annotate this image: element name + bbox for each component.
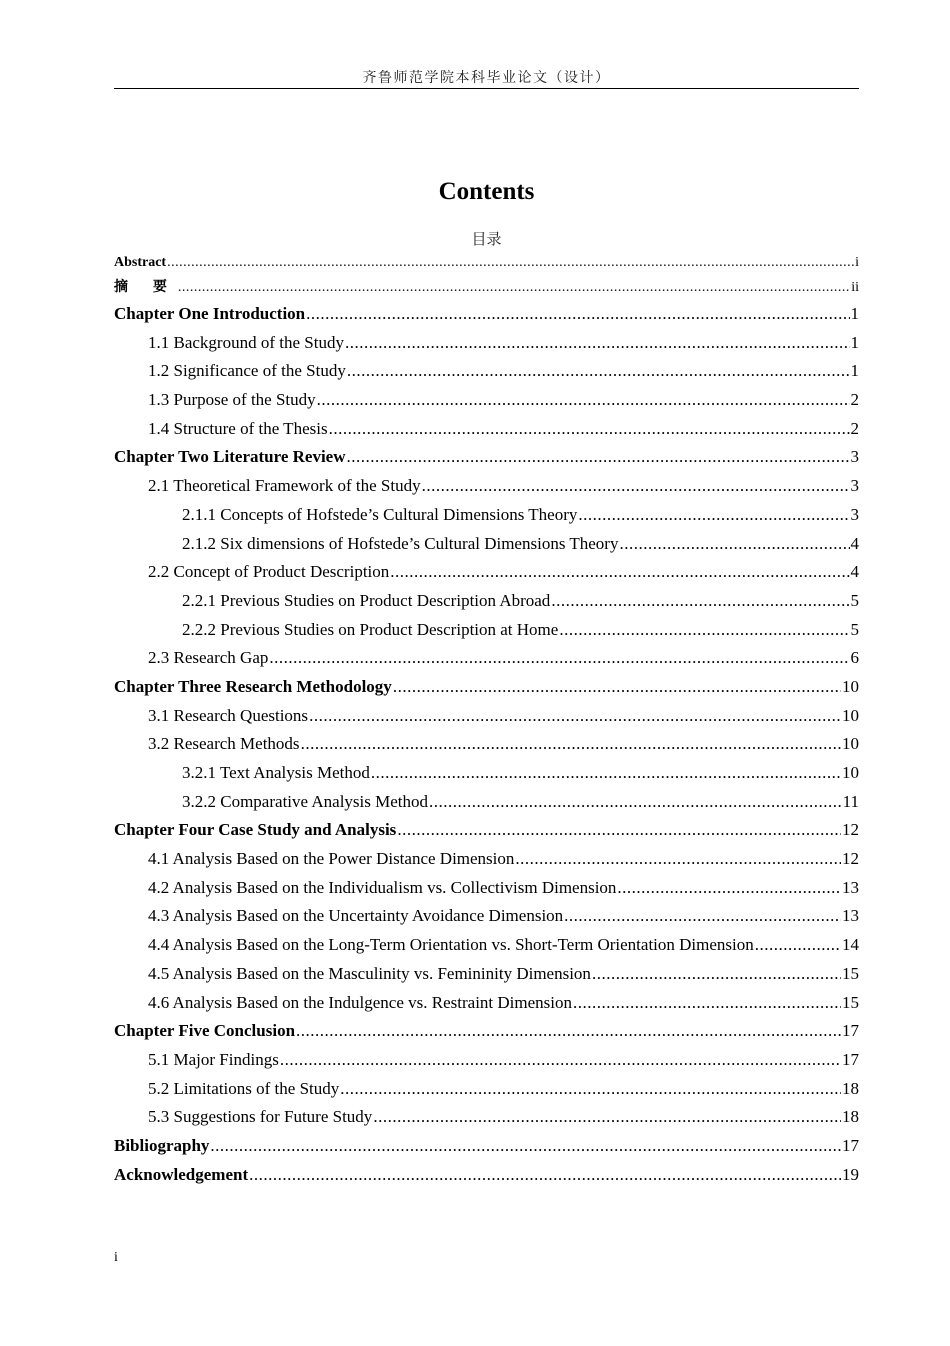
toc-leader-dots [178, 275, 850, 300]
toc-entry-title: Chapter One Introduction [114, 304, 306, 323]
toc-entry[interactable] [114, 960, 859, 989]
toc-entry[interactable] [114, 1103, 859, 1132]
toc-leader-dots [210, 1132, 841, 1161]
toc-entry-title: 3.2.1 Text Analysis Method [182, 763, 370, 782]
page-subtitle: 目录 [471, 230, 502, 248]
toc-leader-dots [429, 788, 842, 817]
toc-entry[interactable] [114, 1017, 859, 1046]
toc-leader-dots [301, 730, 841, 759]
toc-entry-title: 4.6 Analysis Based on the Indulgence vs. Restraint Dimension [148, 992, 572, 1012]
toc-entry[interactable] [114, 501, 859, 530]
toc-entry-page: 13 [842, 906, 859, 926]
toc-entry-page: 18 [842, 1107, 859, 1127]
toc-leader-dots [564, 902, 841, 931]
toc-leader-dots [551, 587, 849, 616]
toc-entry[interactable] [114, 644, 859, 673]
toc-entry[interactable] [114, 730, 859, 759]
header-rule [114, 88, 859, 89]
toc-leader-dots [317, 386, 850, 415]
toc-entry-page: 1 [850, 332, 859, 352]
toc-leader-dots [306, 300, 849, 329]
toc-entry[interactable] [114, 616, 859, 645]
toc-entry-page: 5 [850, 590, 859, 610]
toc-entry-title: 4.1 Analysis Based on the Power Distance Dimension [148, 849, 515, 869]
toc-leader-dots [592, 960, 841, 989]
toc-leader-dots [309, 702, 841, 731]
toc-leader-dots [340, 1075, 841, 1104]
toc-entry-title: 4.2 Analysis Based on the Individualism vs. Collectivism Dimension [148, 877, 617, 897]
toc-entry-page: 1 [850, 361, 859, 381]
toc-entry-title: Chapter Two Literature Review [114, 447, 346, 467]
toc-entry-page: 17 [842, 1021, 859, 1041]
toc-entry-title: 2.1.1 Concepts of Hofstede’s Cultural Dimensions Theory [182, 504, 578, 524]
toc-entry[interactable] [114, 1161, 859, 1190]
toc-entry[interactable] [114, 1046, 859, 1075]
toc-entry-title: 1.1 Background of the Study [148, 332, 344, 352]
toc-entry-title: 5.1 Major Findings [148, 1049, 279, 1069]
toc-entry-page: 19 [842, 1164, 859, 1184]
toc-leader-dots [578, 501, 849, 530]
toc-entry[interactable] [114, 558, 859, 587]
toc-entry-title: 3.1 Research Questions [148, 705, 309, 725]
toc-entry-page: 3 [850, 476, 859, 496]
toc-entry[interactable] [114, 472, 859, 501]
toc-entry[interactable] [114, 874, 859, 903]
toc-leader-dots [559, 616, 849, 645]
toc-entry-page: 18 [842, 1078, 859, 1098]
toc-leader-dots [390, 558, 849, 587]
toc-entry[interactable] [114, 250, 859, 275]
toc-leader-dots [573, 989, 841, 1018]
toc-entry-page: 3 [850, 447, 859, 467]
toc-entry[interactable] [114, 357, 859, 386]
toc-entry[interactable] [114, 759, 859, 788]
toc-entry-page: 15 [842, 963, 859, 983]
toc-entry-title: 3.2.2 Comparative Analysis Method [182, 791, 429, 811]
toc-entry-title: 3.2 Research Methods [148, 734, 300, 754]
toc-leader-dots [619, 530, 849, 559]
toc-leader-dots [397, 816, 841, 845]
toc-leader-dots [347, 443, 850, 472]
toc-entry-title: 1.2 Significance of the Study [148, 361, 346, 381]
toc-entry[interactable] [114, 1075, 859, 1104]
toc-entry-title: Chapter Four Case Study and Analysis [114, 820, 397, 840]
toc-entry-page: 17 [842, 1049, 859, 1069]
toc-entry-title: 摘 要 [114, 279, 177, 295]
toc-entry[interactable] [114, 989, 859, 1018]
toc-leader-dots [345, 329, 850, 358]
toc-entry-title: 2.2.2 Previous Studies on Product Description at Home [182, 619, 559, 639]
toc-leader-dots [371, 759, 841, 788]
toc-leader-dots [296, 1017, 841, 1046]
toc-leader-dots [373, 1103, 841, 1132]
toc-entry[interactable] [114, 275, 859, 300]
toc-entry-title: 4.4 Analysis Based on the Long-Term Orientation vs. Short-Term Orientation Dimension [148, 935, 754, 955]
toc-leader-dots [329, 415, 850, 444]
toc-entry[interactable] [114, 816, 859, 845]
toc-entry[interactable] [114, 902, 859, 931]
toc-entry[interactable] [114, 530, 859, 559]
toc-entry[interactable] [114, 702, 859, 731]
toc-entry-page: 11 [842, 791, 859, 811]
toc-entry-page: 12 [842, 820, 859, 840]
toc-entry[interactable] [114, 788, 859, 817]
toc-entry-title: 2.1 Theoretical Framework of the Study [148, 476, 421, 496]
toc-entry[interactable] [114, 673, 859, 702]
toc-entry-page: 10 [842, 763, 859, 782]
page-title: Contents [438, 178, 535, 205]
toc-leader-dots [269, 644, 849, 673]
toc-entry-title: 1.4 Structure of the Thesis [148, 418, 328, 438]
running-header: 齐鲁师范学院本科毕业论文（设计） [362, 70, 611, 86]
toc-entry-title: 4.5 Analysis Based on the Masculinity vs. Femininity Dimension [148, 963, 591, 983]
toc-entry-page: 5 [850, 619, 859, 639]
toc-leader-dots [280, 1046, 841, 1075]
toc-leader-dots [393, 673, 841, 702]
toc-entry-page: 12 [842, 849, 859, 869]
table-of-contents [114, 250, 859, 1189]
toc-leader-dots [515, 845, 841, 874]
toc-entry-page: 4 [850, 562, 859, 582]
toc-entry-title: Abstract [114, 255, 167, 270]
toc-entry-page: 15 [842, 992, 859, 1012]
toc-entry-title: 2.2.1 Previous Studies on Product Description Abroad [182, 590, 551, 610]
toc-entry[interactable] [114, 386, 859, 415]
toc-entry[interactable] [114, 1132, 859, 1161]
toc-entry-title: 5.2 Limitations of the Study [148, 1078, 340, 1098]
toc-entry[interactable] [114, 300, 859, 329]
toc-entry-page: i [855, 255, 859, 270]
toc-entry-title: 2.1.2 Six dimensions of Hofstede’s Cultural Dimensions Theory [182, 533, 619, 553]
toc-entry[interactable] [114, 587, 859, 616]
toc-leader-dots [617, 874, 841, 903]
toc-leader-dots [249, 1161, 841, 1190]
toc-entry-title: 2.3 Research Gap [148, 648, 269, 668]
toc-entry-page: 17 [842, 1135, 859, 1155]
toc-entry[interactable] [114, 931, 859, 960]
toc-entry-page: 14 [842, 935, 859, 955]
toc-entry-page: 10 [842, 705, 859, 725]
toc-leader-dots [755, 931, 841, 960]
toc-entry-page: ii [851, 280, 859, 295]
toc-entry-title: Acknowledgement [114, 1164, 249, 1184]
toc-entry-title: Chapter Five Conclusion [114, 1021, 296, 1041]
toc-entry-title: Bibliography [114, 1135, 210, 1155]
toc-entry-page: 10 [842, 734, 859, 754]
toc-entry[interactable] [114, 845, 859, 874]
toc-entry[interactable] [114, 443, 859, 472]
toc-entry-page: 6 [850, 648, 859, 668]
toc-entry-page: 3 [850, 504, 859, 524]
toc-entry-page: 4 [850, 533, 859, 553]
toc-entry-page: 13 [842, 877, 859, 897]
toc-entry-title: 1.3 Purpose of the Study [148, 390, 316, 410]
toc-entry-page: 1 [850, 304, 859, 323]
toc-entry-title: Chapter Three Research Methodology [114, 676, 392, 696]
toc-entry-title: 2.2 Concept of Product Description [148, 562, 390, 582]
toc-entry[interactable] [114, 415, 859, 444]
page-number: i [114, 1250, 118, 1265]
toc-leader-dots [167, 250, 854, 275]
toc-entry-page: 2 [850, 390, 859, 410]
toc-leader-dots [422, 472, 850, 501]
toc-entry-title: 4.3 Analysis Based on the Uncertainty Avoidance Dimension [148, 906, 564, 926]
toc-entry-title: 5.3 Suggestions for Future Study [148, 1107, 373, 1127]
toc-leader-dots [347, 357, 850, 386]
toc-entry-page: 10 [842, 676, 859, 696]
toc-entry-page: 2 [850, 418, 859, 438]
toc-entry[interactable] [114, 329, 859, 358]
